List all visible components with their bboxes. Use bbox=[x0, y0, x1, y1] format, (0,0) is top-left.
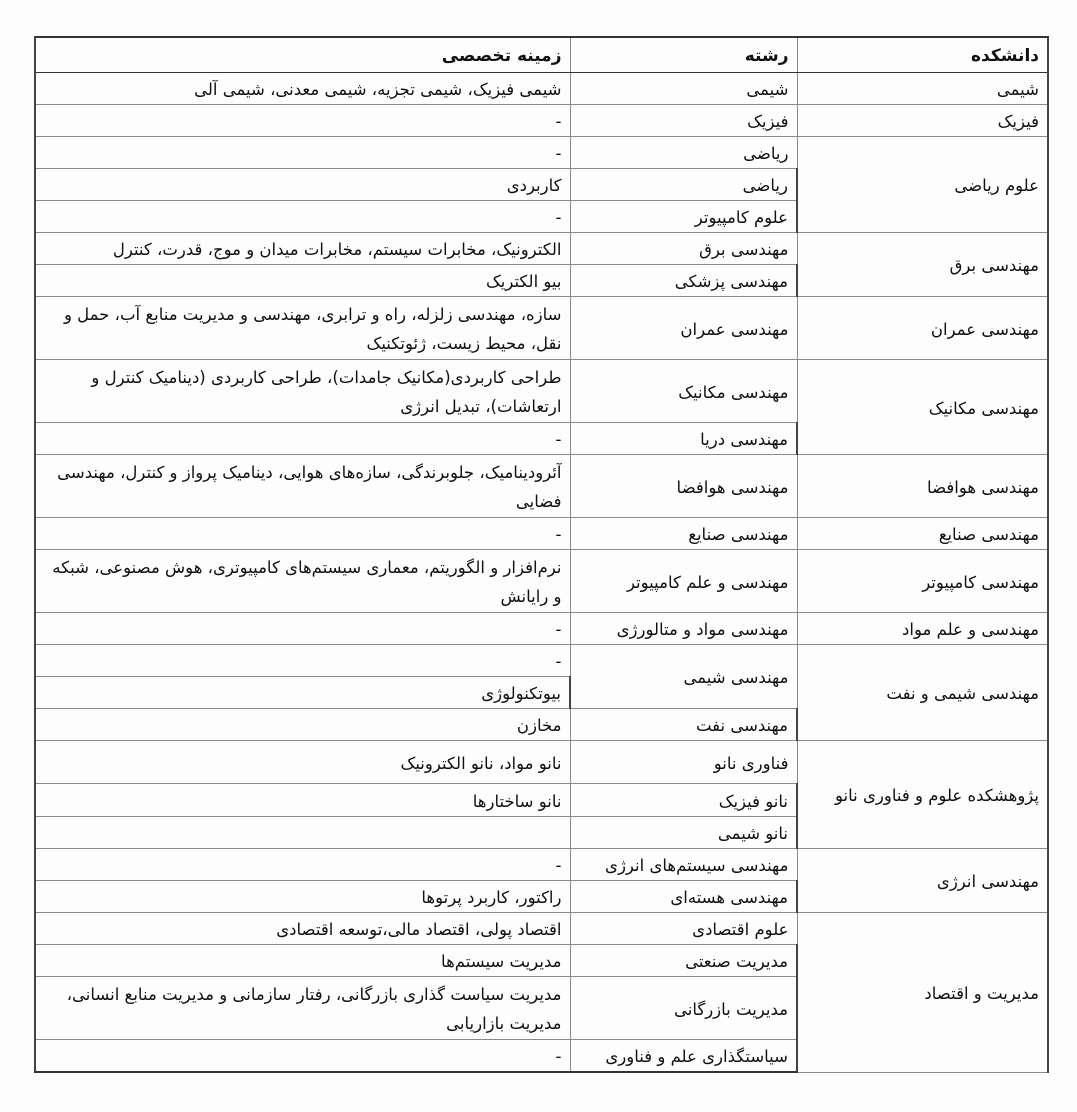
specialty-cell: نرم‌افزار و الگوریتم، معماری سیستم‌های کامپیوتری، هوش مصنوعی، شبکه و رایانش bbox=[35, 550, 570, 613]
specialty-cell: - bbox=[35, 613, 570, 645]
specialty-cell: آئرودینامیک، جلوبرندگی، سازه‌های هوایی، دینامیک پرواز و کنترل، مهندسی فضایی bbox=[35, 455, 570, 518]
specialty-cell: الکترونیک، مخابرات سیستم، مخابرات میدان و موج، قدرت، کنترل bbox=[35, 233, 570, 265]
faculty-cell: مهندسی کامپیوتر bbox=[797, 550, 1048, 613]
specialty-cell: مدیریت سیستم‌ها bbox=[35, 945, 570, 977]
faculty-cell: مهندسی شیمی و نفت bbox=[797, 645, 1048, 741]
table-row bbox=[35, 613, 1048, 645]
specialty-cell: نانو ساختارها bbox=[35, 784, 570, 817]
specialty-cell: شیمی فیزیک، شیمی تجزیه، شیمی معدنی، شیمی آلی bbox=[35, 73, 570, 105]
table-row bbox=[35, 73, 1048, 105]
major-cell: مهندسی پزشکی bbox=[570, 265, 797, 297]
table-row bbox=[35, 105, 1048, 137]
specialty-cell: سازه، مهندسی زلزله، راه و ترابری، مهندسی و مدیریت منابع آب، حمل و نقل، محیط زیست، ژئوتکنیک bbox=[35, 297, 570, 360]
major-cell: ریاضی bbox=[570, 169, 797, 201]
specialty-cell: - bbox=[35, 201, 570, 233]
table-row bbox=[35, 518, 1048, 550]
specialty-cell: - bbox=[35, 645, 570, 677]
major-cell: مدیریت بازرگانی bbox=[570, 977, 797, 1040]
faculty-cell: مهندسی و علم مواد bbox=[797, 613, 1048, 645]
specialty-cell: بیوتکنولوژی bbox=[35, 677, 570, 709]
faculty-cell: مهندسی هوافضا bbox=[797, 455, 1048, 518]
specialty-cell: مدیریت سیاست گذاری بازرگانی، رفتار سازمانی و مدیریت منابع انسانی، مدیریت بازاریابی bbox=[35, 977, 570, 1040]
specialty-cell: بیو الکتریک bbox=[35, 265, 570, 297]
major-cell: مهندسی برق bbox=[570, 233, 797, 265]
faculty-cell: شیمی bbox=[797, 73, 1048, 105]
table-row bbox=[35, 455, 1048, 518]
table-row bbox=[35, 137, 1048, 169]
header-major: رشته bbox=[570, 37, 797, 73]
table-row bbox=[35, 360, 1048, 423]
major-cell: سیاستگذاری علم و فناوری bbox=[570, 1040, 797, 1073]
major-cell: نانو شیمی bbox=[570, 817, 797, 849]
faculty-cell: پژوهشکده علوم و فناوری نانو bbox=[797, 741, 1048, 849]
header-faculty: دانشکده bbox=[797, 37, 1048, 73]
major-cell: مهندسی دریا bbox=[570, 423, 797, 455]
major-cell: مهندسی و علم کامپیوتر bbox=[570, 550, 797, 613]
faculty-cell: مهندسی صنایع bbox=[797, 518, 1048, 550]
header-row bbox=[35, 37, 1048, 73]
specialty-cell: مخازن bbox=[35, 709, 570, 741]
faculty-cell: علوم ریاضی bbox=[797, 137, 1048, 233]
table-row bbox=[35, 233, 1048, 265]
specialty-cell: - bbox=[35, 137, 570, 169]
specialty-cell: راکتور، کاربرد پرتوها bbox=[35, 881, 570, 913]
major-cell: مهندسی عمران bbox=[570, 297, 797, 360]
major-cell: شیمی bbox=[570, 73, 797, 105]
faculty-cell: مهندسی مکانیک bbox=[797, 360, 1048, 455]
major-cell: مهندسی هسته‌ای bbox=[570, 881, 797, 913]
specialty-cell: - bbox=[35, 105, 570, 137]
major-cell: فناوری نانو bbox=[570, 741, 797, 784]
faculty-cell: مهندسی انرژی bbox=[797, 849, 1048, 913]
major-cell: مدیریت صنعتی bbox=[570, 945, 797, 977]
major-cell: علوم کامپیوتر bbox=[570, 201, 797, 233]
table-row bbox=[35, 645, 1048, 677]
table-row bbox=[35, 741, 1048, 784]
major-cell: علوم اقتصادی bbox=[570, 913, 797, 945]
specialty-cell: کاربردی bbox=[35, 169, 570, 201]
header-specialty: زمینه تخصصی bbox=[35, 37, 570, 73]
specialty-cell: - bbox=[35, 849, 570, 881]
specialty-cell: اقتصاد پولی، اقتصاد مالی،توسعه اقتصادی bbox=[35, 913, 570, 945]
major-cell: مهندسی شیمی bbox=[570, 645, 797, 709]
faculty-cell: مدیریت و اقتصاد bbox=[797, 913, 1048, 1073]
major-cell: مهندسی صنایع bbox=[570, 518, 797, 550]
table-row bbox=[35, 297, 1048, 360]
major-cell: ریاضی bbox=[570, 137, 797, 169]
major-cell: مهندسی نفت bbox=[570, 709, 797, 741]
faculty-cell: مهندسی برق bbox=[797, 233, 1048, 297]
major-cell: نانو فیزیک bbox=[570, 784, 797, 817]
table-row bbox=[35, 849, 1048, 881]
table-row bbox=[35, 913, 1048, 945]
specialty-cell: - bbox=[35, 423, 570, 455]
faculty-cell: فیزیک bbox=[797, 105, 1048, 137]
faculty-cell: مهندسی عمران bbox=[797, 297, 1048, 360]
faculty-table bbox=[34, 36, 1049, 1073]
specialty-cell bbox=[35, 817, 570, 849]
major-cell: مهندسی سیستم‌های انرژی bbox=[570, 849, 797, 881]
major-cell: فیزیک bbox=[570, 105, 797, 137]
specialty-cell: - bbox=[35, 1040, 570, 1073]
specialty-cell: طراحی کاربردی(مکانیک جامدات)، طراحی کاربردی (دینامیک کنترل و ارتعاشات)، تبدیل انرژی bbox=[35, 360, 570, 423]
major-cell: مهندسی مکانیک bbox=[570, 360, 797, 423]
specialty-cell: - bbox=[35, 518, 570, 550]
table-row bbox=[35, 550, 1048, 613]
major-cell: مهندسی هوافضا bbox=[570, 455, 797, 518]
specialty-cell: نانو مواد، نانو الکترونیک bbox=[35, 741, 570, 784]
major-cell: مهندسی مواد و متالورژی bbox=[570, 613, 797, 645]
